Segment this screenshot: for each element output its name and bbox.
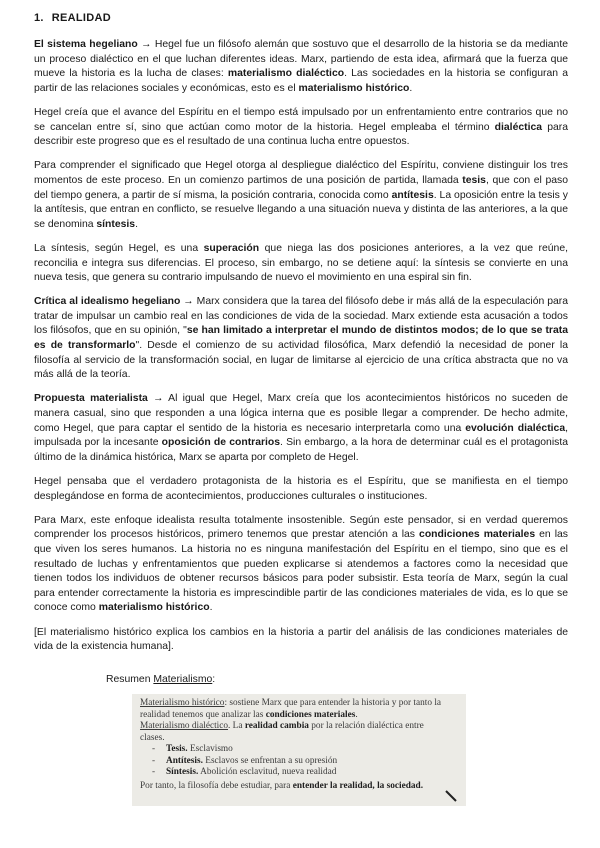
text-span: Para comprender el significado que Hegel otorga al despliegue dialéctico del Espíritu, conviene distinguir los tres momentos de este proceso. En un comienzo partimos de una posición de partida, llamada (34, 160, 568, 186)
text-span: Hegel pensaba que el verdadero protagonista de la historia es el Espíritu, que se manifiesta en el tiempo desplegándose en forma de acontecimientos, producciones culturales o instituciones. (34, 476, 568, 502)
scan-term-antithesis: Antítesis. (166, 755, 203, 766)
scan-term-synthesis: Síntesis. (166, 767, 199, 777)
term-opposition-contraries: oposición de contrarios (161, 437, 281, 449)
text-span: → Hegel fue un filósofo alemán que sostuvo que el desarrollo de la historia se da mediante un proceso dialéctico en el que luchan diferentes ideas. Marx, partiendo de esta idea, afirmará que la fuerza que mueve la historia es la lucha de clases: (34, 39, 568, 80)
text-span: que niega las dos posiciones anteriores, a la vez que reúne, reconcilia e integra sus diferencias. El proceso, sin embargo, no se detiene aquí: la síntesis se convierte en una nueva tesis, que genera su contrario impulsando de nuevo el movimiento en una espiral sin fin. (34, 242, 568, 284)
scan-term-reality-changes: realidad cambia (244, 721, 309, 731)
section-heading (34, 12, 111, 24)
term-overcoming: superación (203, 242, 260, 254)
paragraph-hegel-spirit (34, 106, 568, 150)
scan-bullet-thesis (140, 744, 458, 756)
text-span: Hegel creía que el avance del Espíritu en el tiempo está impulsado por un enfrentamiento entre contrarios que no se cancelan entre sí, sino que actúan como motor de la historia. Hegel empleaba el término (34, 106, 568, 133)
body-text (34, 38, 568, 664)
marx-quote: se han limitado a interpretar el mundo de distintos modos; de lo que se trata es de transformarlo (34, 325, 568, 352)
term-material-conditions: condiciones materiales (419, 529, 536, 541)
paragraph-materialist-proposal (34, 392, 568, 465)
text-span: . Sin embargo, a la hora de determinar cuál es el protagonista último de la dinámica histórica, Marx se aparta por completo de Hegel. (34, 437, 569, 463)
text-span: ". Desde el comienzo de su actividad filosófica, Marx defendió la necesidad de poner la filosofía al servicio de la transformación social, en lugar de limitarse al ejercicio de una crítica abstracta que no va más allá de la teoría. (34, 340, 568, 381)
paragraph-summary-note (34, 626, 568, 655)
term-historical-materialism: materialismo histórico (298, 82, 410, 94)
scan-term-understand-reality: entender la realidad, la sociedad. (292, 780, 424, 791)
paragraph-hegelian-system (34, 38, 568, 96)
bullet-dash: - (152, 744, 156, 754)
scan-text: Por tanto, la filosofía debe estudiar, para (140, 780, 293, 791)
scan-term-thesis: Tesis. (166, 744, 188, 754)
bullet-dash: - (152, 755, 156, 766)
text-span: → Marx considera que la tarea del filósofo debe ir más allá de la especulación para tratar de impulsar un cambio real en las condiciones de vida de la sociedad. Marx extiende esta acusación a todos los filósofos, que en su opinión, " (34, 296, 569, 337)
scan-text: por la relación dialéctica entre (308, 721, 424, 731)
term-hegelian-system: El sistema hegeliano (34, 39, 138, 50)
scan-text: Abolición esclavitud, nueva realidad (198, 767, 337, 777)
scan-line-conclusion (140, 781, 458, 793)
resumen-label (106, 674, 215, 685)
section-title: REALIDAD (51, 12, 112, 24)
term-dialectical-evolution: evolución dialéctica (465, 422, 566, 434)
scan-text: realidad tenemos que analizar las (140, 709, 266, 720)
paragraph-critique-idealism (34, 295, 568, 383)
scan-bullet-synthesis (140, 767, 458, 779)
text-span: . (135, 218, 138, 230)
scan-line (140, 710, 458, 722)
text-span: , que con el paso del tiempo genera, a partir de sí misma, la posición contraria, conocida como (34, 174, 568, 201)
term-dialectical-materialism: materialismo dialéctico (227, 68, 345, 80)
term-antithesis: antítesis (391, 189, 434, 201)
text-span: . La oposición entre la tesis y la antítesis, que entran en conflicto, se resuelve llegando a una situación nueva y distinta de las anteriores, a la que se denomina (34, 189, 569, 230)
scan-term-material-conditions: condiciones materiales (265, 709, 356, 720)
term-dialectic: dialéctica (494, 121, 543, 133)
text-span: en las que viven los seres humanos. La historia no es ninguna manifestación del Espíritu en el tiempo, sino que es el resultado de luchas y enfrentamientos que pueden explicarse si atendemos a factores como la necesidad que tienen todos los individuos de obtener recursos básicos para poder subsistir. Esta teoría de Marx, según la cual para entender correctamente la historia es imprescindible partir de las condiciones materiales de vida, es lo que se conoce como (34, 529, 569, 614)
text-span: para describir este progreso que es el resultado de una continua lucha entre opuestos. (34, 121, 568, 148)
scan-text: . (355, 709, 358, 720)
text-span: . (409, 82, 413, 94)
scan-line (140, 721, 458, 733)
resumen-colon: : (212, 674, 216, 685)
scan-term-dialectical-materialism: Materialismo dialéctico (140, 721, 229, 731)
text-span: . Las sociedades en la historia se configuran a partir de las relaciones sociales y económicas, esto es el (34, 68, 569, 94)
scan-text: Esclavos se enfrentan a su opresión (202, 755, 338, 766)
term-thesis: tesis (462, 174, 486, 186)
text-span: , impulsada por la incesante (34, 422, 568, 449)
term-materialist-proposal: Propuesta materialista (34, 393, 148, 405)
text-span: La síntesis, según Hegel, es una (34, 242, 204, 254)
scan-bullet-antithesis (140, 756, 458, 768)
scan-line (140, 698, 458, 710)
paragraph-synthesis (34, 242, 568, 286)
scan-text: . La (228, 721, 245, 731)
text-span: [El materialismo histórico explica los cambios en la historia a partir del análisis de las condiciones materiales de vida de la existencia humana]. (34, 626, 568, 653)
scan-line (140, 733, 458, 745)
text-span: . (209, 602, 213, 614)
paragraph-marx-material-conditions (34, 514, 568, 616)
term-historical-materialism: materialismo histórico (98, 602, 210, 614)
scan-text: Esclavismo (187, 744, 233, 754)
resumen-topic: Materialismo (153, 674, 213, 685)
term-critique-idealism: Crítica al idealismo hegeliano (34, 296, 181, 308)
text-span: → Al igual que Hegel, Marx creía que los acontecimientos históricos no suceden de manera casual, sino que responden a una lógica interna que es posible llegar a comprender. De hecho admite, como Hegel, que para captar el sentido de la historia es necesario interpretarla como una (34, 393, 568, 434)
paragraph-hegel-protagonist (34, 475, 568, 504)
term-synthesis: síntesis (96, 218, 136, 230)
scan-text: : sostiene Marx que para entender la historia y por tanto la (224, 698, 442, 708)
scanned-summary-image (132, 694, 466, 806)
resumen-prefix: Resumen (106, 674, 154, 685)
bullet-dash: - (152, 767, 156, 777)
scan-text: clases. (140, 732, 165, 743)
pen-stroke-icon (444, 790, 458, 802)
scan-term-historical-materialism: Materialismo histórico (140, 698, 225, 708)
paragraph-three-moments (34, 159, 568, 232)
section-number: 1. (34, 12, 44, 24)
text-span: Para Marx, este enfoque idealista resulta totalmente insostenible. Según este pensador, si en verdad queremos comprender los procesos históricos, primero tenemos que prestar atención a las (34, 514, 568, 541)
